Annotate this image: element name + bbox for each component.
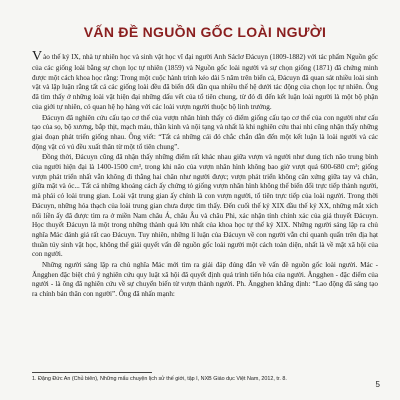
- paragraph-4: Những người sáng lập ra chủ nghĩa Mác mới tìm ra giải đáp đúng đắn về vấn đề nguồn gốc loài người. Mác - Ăngghen đặc biệt chú ý nghiên cứu quy luật xã hội đã quyết định quá trình tiến hóa của người. Ăngghen - đặc điểm của người - là ông đã nghiên cứu về sự chuyển biến từ vượn thành người. Ph. Ăngghen khẳng định: “Lao động đã sáng tạo ra chính bản thân con người”. Ông đã nhấn mạnh:: [32, 261, 378, 299]
- paragraph-1-text: ào thế kỷ IX, nhà tự nhiên học và sinh vật học vĩ đại người Anh Sáclơ Đácuyn (1809-1882) với tác phẩm Nguồn gốc của các giống loài bằng sự chọn lọc tự nhiên (1859) và Nguồn gốc loài người và sự chọn giống (1871) đã chứng minh được một cách khoa học rằng: Trong một cuộc hành trình kéo dài 5 năm trên biển cả, Đácuyn đã quan sát nhiều loài sinh vật và lập luận rằng tất cả các giống loài đều đã biến đổi dần qua nhiều thế hệ dưới tác động của chọn lọc tự nhiên. Ông đã tìm thấy ở những loài vật hiện đại những dấu vết của tổ tiên chung, từ đó đi đến kết luận loài người là một bộ phận của giới tự nhiên, có quan hệ họ hàng với các loài vượn người thuộc bộ linh trưởng.: [32, 53, 378, 111]
- page-number: 5: [375, 380, 380, 389]
- footnote: 1. Đặng Đức An (Chủ biên), Những mẩu chuyện lịch sử thế giới, tập I, NXB Giáo dục Việt Nam, 2012, tr. 8.: [32, 376, 287, 382]
- drop-cap: V: [32, 49, 43, 64]
- paragraph-2: Đácuyn đã nghiên cứu cấu tạo cơ thể của vượn nhân hình thấy có điểm giống cấu tạo cơ thể của con người như cấu tạo của sọ, bộ xương, bắp thịt, mạch máu, thần kinh và nội tạng và nhất là khi nghiên cứu thai nhi cũng nhận thấy những giai đoạn phát triển giống nhau. Ông viết: “Tất cả những cái đó chắc chắn dẫn đến một kết luận là loài người và các động vật có vú đều xuất thân từ một tổ tiên chung”.: [32, 113, 378, 151]
- footnote-divider: [32, 372, 152, 373]
- paragraph-3: Đồng thời, Đácuyn cũng đã nhận thấy những điểm rất khác nhau giữa vượn và người như dung tích não trung bình của người hiện đại là 1400-1500 cm³, trong khi não của vượn nhân hình không bao giờ vượt quá 600-680 cm³; giống vượn phát triển nhất vẫn không đi thẳng hai chân như người được; vượn phát triển không cân xứng giữa tay và chân, giữa mặt và óc... Tất cả những khoảng cách ấy chứng tỏ giống vượn nhân hình không thể biến đổi trực tiếp thành người, mà phải có loài trung gian. Loài vật trung gian ấy chính là con vượn người, tổ tiên trực tiếp của loài người. Trong thời Đácuyn, những hóa thạch của loài trung gian chưa được tìm thấy. Đến cuối thế kỷ XIX đầu thế kỷ XX, những mắt xích nối liền ấy đã được tìm ra ở miền Nam châu Á, châu Âu và châu Phi, xác nhận tính chính xác của giả thuyết Đácuyn. Học thuyết Đácuyn là một trong những thành quả lớn nhất của khoa học tự thế kỷ XIX. Những người sáng lập ra chủ nghĩa Mác đánh giá rất cao Đácuyn. Tuy nhiên, những lí luận của Đácuyn về con người vẫn chỉ quanh quẩn trên địa hạt thuần túy sinh vật học, không thể giải quyết vấn đề nguồn gốc loài người một cách toàn diện, nhất là về mặt xã hội của con người.: [32, 153, 378, 259]
- chapter-title: VẤN ĐỀ NGUỒN GỐC LOÀI NGƯỜI: [83, 24, 327, 40]
- paragraph-1: [32, 50, 378, 113]
